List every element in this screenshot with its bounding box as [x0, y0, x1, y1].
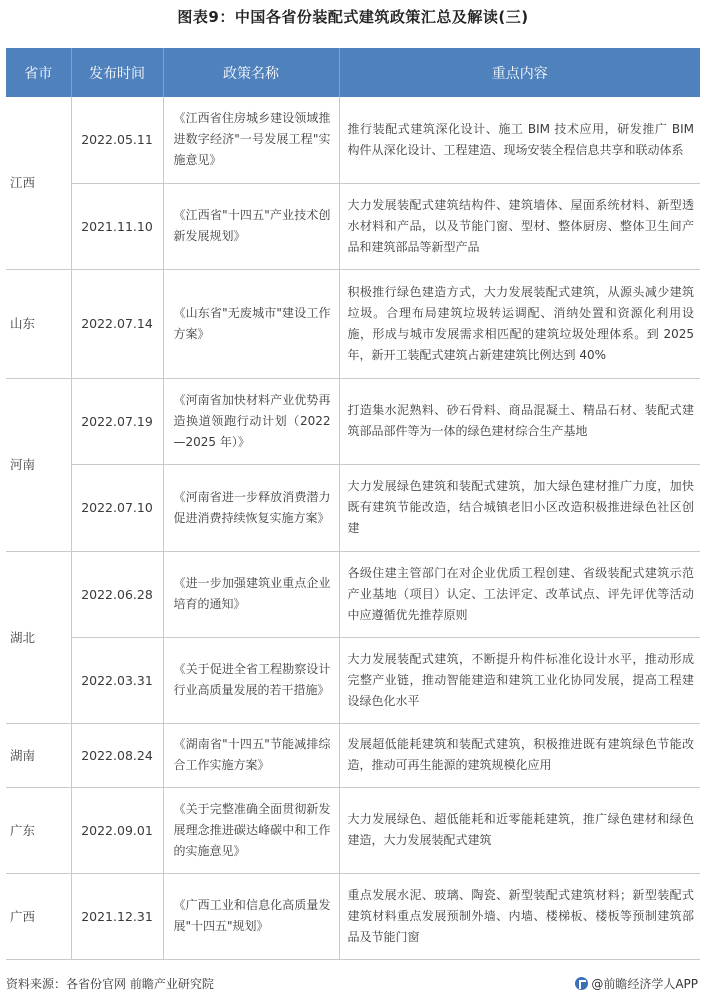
province-cell: 广东 — [6, 787, 71, 873]
table-row — [6, 464, 700, 551]
header-province: 省市 — [6, 48, 71, 97]
table-body — [6, 97, 700, 959]
header-content: 重点内容 — [339, 48, 700, 97]
province-cell: 山东 — [6, 269, 71, 378]
content-cell: 推行装配式建筑深化设计、施工 BIM 技术应用，研发推广 BIM 构件从深化设计、工程建造、现场安装全程信息共享和联动体系 — [339, 97, 700, 183]
policy-cell: 《河南省进一步释放消费潜力促进消费持续恢复实施方案》 — [163, 464, 339, 551]
table-row — [6, 269, 700, 378]
header-policy: 政策名称 — [163, 48, 339, 97]
policy-cell: 《进一步加强建筑业重点企业培育的通知》 — [163, 551, 339, 637]
table-row — [6, 637, 700, 723]
province-cell: 江西 — [6, 97, 71, 269]
content-cell: 打造集水泥熟料、砂石骨料、商品混凝土、精品石材、装配式建筑部品部件等为一体的绿色建材综合生产基地 — [339, 378, 700, 464]
content-cell: 积极推行绿色建造方式，大力发展装配式建筑，从源头减少建筑垃圾。合理布局建筑垃圾转运调配、消纳处置和资源化利用设施，形成与城市发展需求相匹配的建筑垃圾处理体系。到 2025 年，新开工装配式建筑占新建建筑比例达到 40% — [339, 269, 700, 378]
province-cell: 河南 — [6, 378, 71, 551]
content-cell: 大力发展装配式建筑，不断提升构件标准化设计水平，推动形成完整产业链，推动智能建造和建筑工业化协同发展，提高工程建设绿色化水平 — [339, 637, 700, 723]
content-cell: 大力发展绿色建筑和装配式建筑，加大绿色建材推广力度，加快既有建筑节能改造，结合城镇老旧小区改造积极推进绿色社区创建 — [339, 464, 700, 551]
province-cell: 广西 — [6, 873, 71, 959]
date-cell: 2022.07.10 — [71, 464, 163, 551]
table-row — [6, 551, 700, 637]
table-row — [6, 97, 700, 183]
source-note: 资料来源：各省份官网 前瞻产业研究院 — [6, 977, 214, 991]
table-row — [6, 378, 700, 464]
content-cell: 各级住建主管部门在对企业优质工程创建、省级装配式建筑示范产业基地（项目）认定、工法评定、改革试点、评先评优等活动中应遵循优先推荐原则 — [339, 551, 700, 637]
policy-cell: 《江西省"十四五"产业技术创新发展规划》 — [163, 183, 339, 269]
content-cell: 发展超低能耗建筑和装配式建筑，积极推进既有建筑绿色节能改造，推动可再生能源的建筑规模化应用 — [339, 723, 700, 787]
policy-cell: 《江西省住房城乡建设领域推进数字经济"一号发展工程"实施意见》 — [163, 97, 339, 183]
content-cell: 大力发展装配式建筑结构件、建筑墙体、屋面系统材料、新型透水材料和产品，以及节能门窗、型材、整体厨房、整体卫生间产品和建筑部品等新型产品 — [339, 183, 700, 269]
brand-logo-icon — [575, 977, 588, 990]
policy-cell: 《湖南省"十四五"节能减排综合工作实施方案》 — [163, 723, 339, 787]
policy-cell: 《广西工业和信息化高质量发展"十四五"规划》 — [163, 873, 339, 959]
date-cell: 2022.07.14 — [71, 269, 163, 378]
content-cell: 大力发展绿色、超低能耗和近零能耗建筑，推广绿色建材和绿色建造，大力发展装配式建筑 — [339, 787, 700, 873]
policy-cell: 《河南省加快材料产业优势再造换道领跑行动计划（2022—2025 年）》 — [163, 378, 339, 464]
header-date: 发布时间 — [71, 48, 163, 97]
date-cell: 2021.12.31 — [71, 873, 163, 959]
policy-table — [6, 48, 700, 960]
table-header-row — [6, 48, 700, 97]
table-row — [6, 873, 700, 959]
province-cell: 湖北 — [6, 551, 71, 723]
date-cell: 2021.11.10 — [71, 183, 163, 269]
brand-footer — [575, 975, 698, 992]
chart-title: 图表9：中国各省份装配式建筑政策汇总及解读(三) — [177, 8, 529, 26]
table-row — [6, 723, 700, 787]
policy-cell: 《关于促进全省工程勘察设计行业高质量发展的若干措施》 — [163, 637, 339, 723]
brand-label: @前瞻经济学人APP — [591, 977, 698, 991]
table-row — [6, 787, 700, 873]
province-cell: 湖南 — [6, 723, 71, 787]
policy-cell: 《关于完整准确全面贯彻新发展理念推进碳达峰碳中和工作的实施意见》 — [163, 787, 339, 873]
date-cell: 2022.03.31 — [71, 637, 163, 723]
date-cell: 2022.05.11 — [71, 97, 163, 183]
date-cell: 2022.06.28 — [71, 551, 163, 637]
content-cell: 重点发展水泥、玻璃、陶瓷、新型装配式建筑材料；新型装配式建筑材料重点发展预制外墙、内墙、楼梯板、楼板等预制建筑部品及节能门窗 — [339, 873, 700, 959]
policy-cell: 《山东省"无废城市"建设工作方案》 — [163, 269, 339, 378]
date-cell: 2022.09.01 — [71, 787, 163, 873]
date-cell: 2022.08.24 — [71, 723, 163, 787]
table-row — [6, 183, 700, 269]
date-cell: 2022.07.19 — [71, 378, 163, 464]
